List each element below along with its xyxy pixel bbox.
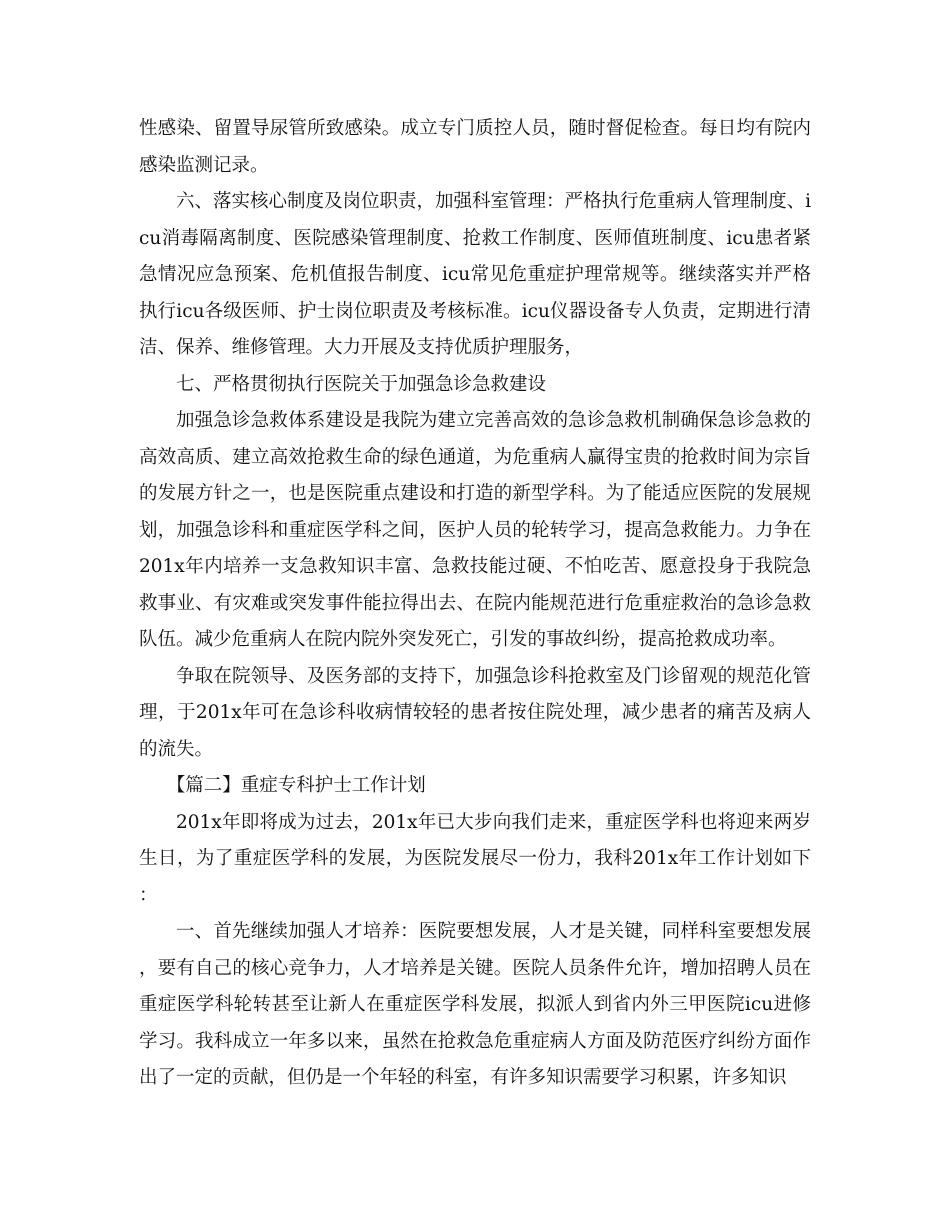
paragraph-emergency-system: 加强急诊急救体系建设是我院为建立完善高效的急诊急救机制确保急诊急救的高效高质、建立高效抢救生命的绿色通道，为危重病人赢得宝贵的抢救时间为宗旨的发展方针之一，也是医院重点建设和打造的新型学科。为了能适应医院的发展规划，加强急诊科和重症医学科之间，医护人员的轮转学习，提高急救能力。力争在201x年内培养一支急救知识丰富、急救技能过硬、不怕吃苦、愿意投身于我院急救事业、有灾难或突发事件能拉得出去、在院内能规范进行危重症救治的急诊急救队伍。减少危重病人在院内院外突发死亡，引发的事故纠纷，提高抢救成功率。: [139, 410, 811, 650]
document-body: [139, 111, 811, 1097]
paragraph-annual-plan-intro: 201x年即将成为过去，201x年已大步向我们走来，重症医学科也将迎来两岁生日，为了重症医学科的发展，为医院发展尽一份力，我科201x年工作计划如下：: [139, 811, 811, 906]
paragraph-talent-training: 一、首先继续加强人才培养：医院要想发展，人才是关键，同样科室要想发展，要有自己的核心竞争力，人才培养是关键。医院人员条件允许，增加招聘人员在重症医学科轮转甚至让新人在重症医学科发展，拟派人到省内外三甲医院icu进修学习。我科成立一年多以来，虽然在抢救急危重症病人方面及防范医疗纠纷方面作出了一定的贡献，但仍是一个年轻的科室，有许多知识需要学习积累，许多知识: [139, 921, 811, 1088]
section-heading-emergency: 七、严格贯彻执行医院关于加强急诊急救建设: [176, 373, 547, 395]
section-heading-part-two: 【篇二】重症专科护士工作计划: [166, 775, 426, 796]
paragraph-core-systems: 六、落实核心制度及岗位职责，加强科室管理：严格执行危重病人管理制度、icu消毒隔离制度、医院感染管理制度、抢救工作制度、医师值班制度、icu患者紧急情况应急预案、危机值报告制度、icu常见危重症护理常规等。继续落实并严格执行icu各级医师、护士岗位职责及考核标准。icu仪器设备专人负责，定期进行清洁、保养、维修管理。大力开展及支持优质护理服务，: [139, 191, 811, 358]
paragraph-infection-monitoring: 性感染、留置导尿管所致感染。成立专门质控人员，随时督促检查。每日均有院内感染监测记录。: [139, 118, 811, 176]
paragraph-leadership-support: 争取在院领导、及医务部的支持下，加强急诊科抢救室及门诊留观的规范化管理，于201x年可在急诊科收病情较轻的患者按住院处理，减少患者的痛苦及病人的流失。: [139, 665, 811, 760]
